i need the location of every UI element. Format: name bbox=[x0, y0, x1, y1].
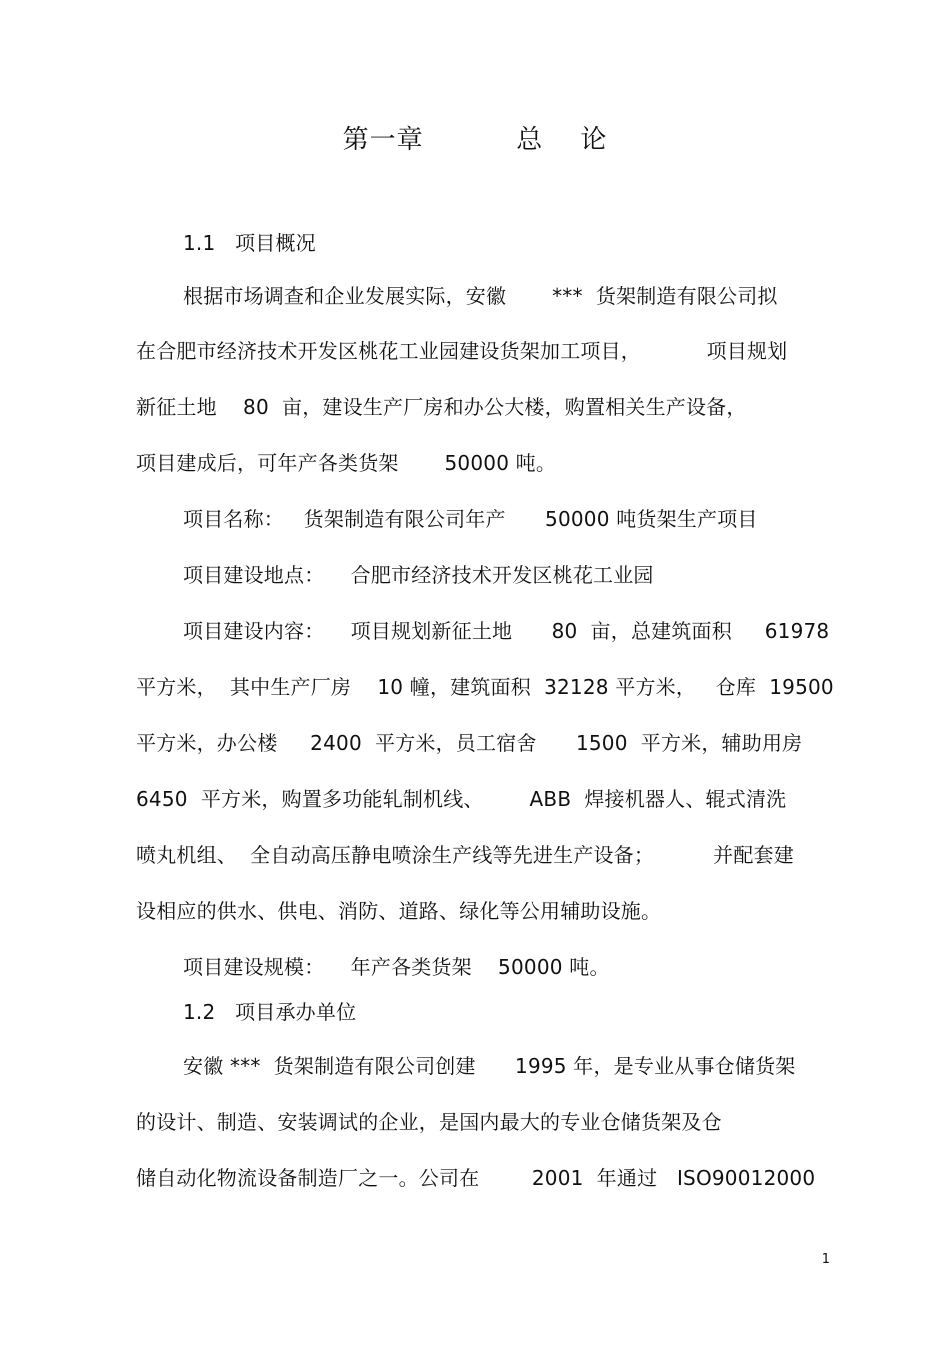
paragraph-line: 在合肥市经济技术开发区桃花工业园建设货架加工项目， 项目规划 bbox=[136, 339, 788, 363]
paragraph-line: 喷丸机组、 全自动高压静电喷涂生产线等先进生产设备； 并配套建 bbox=[136, 843, 794, 867]
paragraph-line: 6450 平方米，购置多功能轧制机线、 ABB 焊接机器人、辊式清洗 bbox=[136, 787, 787, 811]
section-heading-1-1: 1.1 项目概况 bbox=[183, 231, 316, 255]
paragraph-line: 设相应的供水、供电、消防、道路、绿化等公用辅助设施。 bbox=[136, 899, 662, 923]
paragraph-line: 项目建成后，可年产各类货架 50000 吨。 bbox=[136, 451, 557, 475]
paragraph-line: 平方米， 其中生产厂房 10 幢，建筑面积 32128 平方米， 仓库 19500 bbox=[136, 675, 834, 699]
section-heading-1-2: 1.2 项目承办单位 bbox=[183, 1000, 357, 1024]
paragraph-line: 的设计、制造、安装调试的企业，是国内最大的专业仓储货架及仓 bbox=[136, 1110, 722, 1134]
paragraph-line: 平方米，办公楼 2400 平方米，员工宿舍 1500 平方米，辅助用房 bbox=[136, 731, 803, 755]
paragraph-line: 新征土地 80 亩，建设生产厂房和办公大楼，购置相关生产设备， bbox=[136, 395, 747, 419]
paragraph-line: 根据市场调查和企业发展实际，安徽 *** 货架制造有限公司拟 bbox=[183, 284, 778, 308]
project-scale-line: 项目建设规模： 年产各类货架 50000 吨。 bbox=[183, 955, 610, 979]
page-number: 1 bbox=[821, 1252, 830, 1267]
chapter-title: 第一章 总 论 bbox=[342, 125, 608, 155]
project-name-line: 项目名称： 货架制造有限公司年产 50000 吨货架生产项目 bbox=[183, 507, 758, 531]
paragraph-line: 安徽 *** 货架制造有限公司创建 1995 年，是专业从事仓储货架 bbox=[183, 1054, 796, 1078]
paragraph-line: 项目建设内容： 项目规划新征土地 80 亩，总建筑面积 61978 bbox=[183, 619, 830, 643]
paragraph-line: 储自动化物流设备制造厂之一。公司在 2001 年通过 ISO90012000 bbox=[136, 1166, 816, 1190]
project-location-line: 项目建设地点： 合肥市经济技术开发区桃花工业园 bbox=[183, 563, 654, 587]
